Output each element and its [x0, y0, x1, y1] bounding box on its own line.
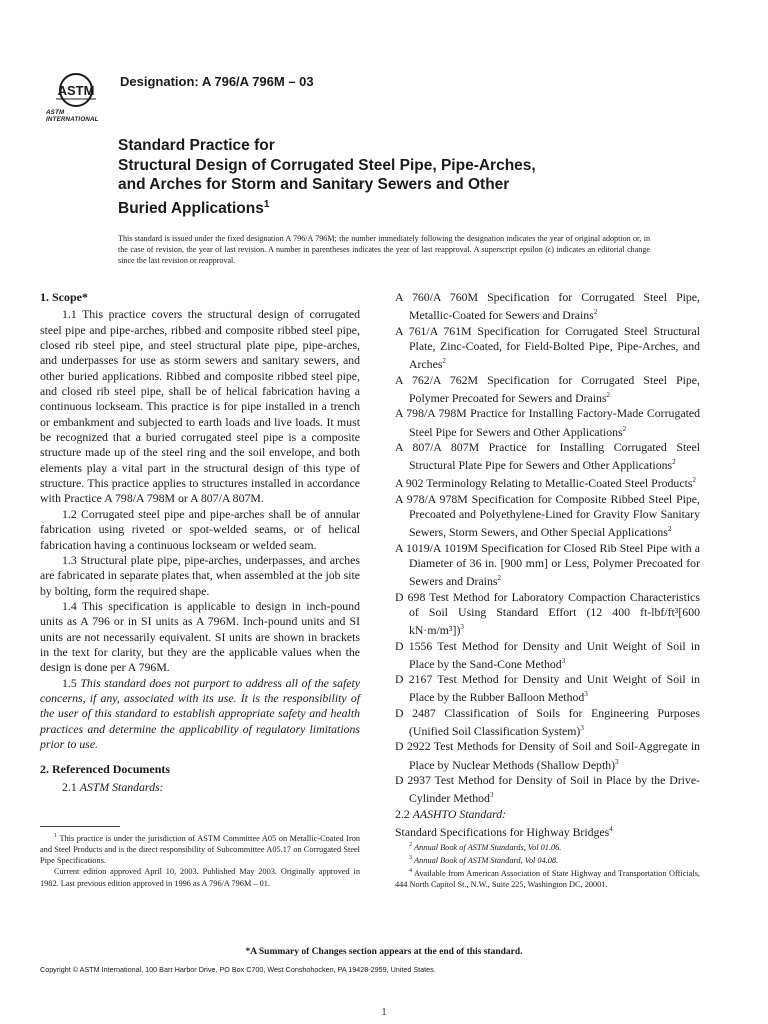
footnotes-right	[395, 840, 700, 890]
reference-footnote-mark: 2	[667, 525, 672, 534]
document-title	[118, 136, 638, 218]
title-line-3: and Arches for Storm and Sanitary Sewers and Other	[118, 176, 510, 193]
footnotes-left	[40, 826, 360, 889]
copyright-notice: Copyright © ASTM International, 100 Barr Harbor Drive, PO Box C700, West Conshohocken, PA 19428-2959, United States.	[40, 965, 436, 974]
reference-item	[395, 290, 700, 324]
footnote-3-text: Annual Book of ASTM Standard, Vol 04.08.	[414, 855, 559, 865]
footnote-2-mark: 2	[409, 842, 412, 848]
title-line-4	[118, 195, 638, 219]
reference-footnote-mark: 3	[615, 757, 619, 766]
reference-item	[395, 672, 700, 706]
reference-text: D 2937 Test Method for Density of Soil in Place by the Drive-Cylinder Method	[395, 772, 700, 806]
reference-footnote-mark: 2	[497, 574, 501, 583]
aashto-subheading	[395, 807, 700, 822]
reference-item	[395, 706, 700, 740]
reference-text: A 902 Terminology Relating to Metallic-Coated Steel Products	[395, 476, 693, 491]
scope-paragraph-1-5-text: This standard does not purport to address all of the safety concerns, if any, associated with its use. It is the responsibility of the user of this standard to establish appropriate safety and health practices and determine the applicability of regulatory limitations prior to use.	[40, 675, 360, 751]
reference-footnote-mark: 2	[622, 424, 627, 433]
reference-text: A 1019/A 1019M Specification for Closed Rib Steel Pipe with a Diameter of 36 in. [900 mm] or Less, Polymer Precoated for Sewers and Drains	[395, 540, 700, 589]
reference-item	[395, 473, 700, 491]
reference-text: A 762/A 762M Specification for Corrugated Steel Pipe, Polymer Precoated for Sewers and Drains	[395, 372, 700, 405]
left-column	[40, 290, 360, 795]
reference-footnote-mark: 3	[580, 724, 584, 733]
scope-paragraph-1-5-number: 1.5	[62, 675, 77, 690]
reference-footnote-mark: 2	[442, 357, 446, 366]
aashto-reference-text: Standard Specifications for Highway Bridges	[395, 824, 610, 839]
scope-paragraph-1-1: 1.1 This practice covers the structural design of corrugated steel pipe and pipe-arches, ribbed and composite ribbed steel pipe, closed rib steel pipe, and steel structural plate pipe, pipe-arches, and underpasses for use as storm sewers and sanitary sewers, and other buried applications. Ribbed and composite ribbed steel pipe, and closed rib steel pipe, shall be of helical fabrication having a continuous lockseam. This practice is for pipe installed in a trench or embankment and subjected to earth loads and live loads. It must be recognized that a buried corrugated steel pipe is a composite structure made up of the steel ring and the soil envelope, and both elements play a vital part in the structural design of this type of structure. This practice applies to structures installed in accordance with Practice A 798/A 798M or A 807/A 807M.	[40, 307, 360, 506]
reference-item	[395, 773, 700, 807]
footnote-4-text: Available from American Association of State Highway and Transportation Officials, 444 North Capitol St., N.W., Suite 225, Washington DC, 20001.	[395, 868, 700, 889]
reference-footnote-mark: 2	[672, 458, 676, 467]
reference-list	[395, 290, 700, 807]
reference-item	[395, 324, 700, 373]
astm-standards-subheading	[40, 780, 360, 795]
title-line-4-text: Buried Applications	[118, 199, 264, 217]
logo-text: ASTM INTERNATIONAL	[46, 109, 99, 123]
reference-footnote-mark: 3	[561, 656, 566, 665]
reference-item	[395, 406, 700, 440]
reference-text: A 761/A 761M Specification for Corrugated Steel Structural Plate, Zinc-Coated, for Field-Bolted Pipe, Pipe-Arches, and Arches	[395, 323, 700, 372]
reference-footnote-mark: 2	[606, 390, 611, 399]
reference-text: D 698 Test Method for Laboratory Compaction Characteristics of Soil Using Standard Effort (12 400 ft-lbf/ft³[600 kN·m/m³])	[395, 589, 700, 638]
reference-item	[395, 590, 700, 639]
aashto-title: AASHTO Standard:	[412, 806, 507, 821]
footnote-1-text: This practice is under the jurisdiction of ASTM Committee A05 on Metallic-Coated Iron and Steel Products and is the direct responsibility of Subcommittee A05.17 on Corrugated Steel Pipe Specifications.	[40, 833, 360, 866]
subsection-title: ASTM Standards:	[79, 779, 164, 794]
scope-heading: 1. Scope*	[40, 290, 88, 304]
reference-item	[395, 739, 700, 773]
footnote-4-mark: 4	[409, 867, 412, 874]
reference-text: D 2487 Classification of Soils for Engineering Purposes (Unified Soil Classification System)	[395, 705, 700, 738]
reference-item	[395, 373, 700, 407]
footnote-3	[395, 853, 700, 866]
summary-of-changes-note: *A Summary of Changes section appears at the end of this standard.	[245, 947, 523, 957]
svg-text:ASTM: ASTM	[57, 83, 95, 98]
title-footnote-mark: 1	[263, 198, 270, 210]
reference-item	[395, 492, 700, 541]
footnote-4	[395, 866, 700, 890]
reference-footnote-mark: 3	[489, 791, 494, 800]
scope-paragraph-1-5	[40, 676, 360, 753]
footnote-rule	[40, 826, 120, 827]
scope-paragraph-1-3: 1.3 Structural plate pipe, pipe-arches, underpasses, and arches are fabricated in separate plates that, when assembled at the job site by bolting, form the required shape.	[40, 552, 360, 598]
scope-paragraph-1-2: 1.2 Corrugated steel pipe and pipe-arches shall be of annular fabrication using riveted or spot-welded seams, or of helical fabrication having a continuous lockseam or welded seam.	[40, 506, 360, 552]
footnote-2-text: Annual Book of ASTM Standards, Vol 01.06.	[414, 842, 562, 852]
reference-text: A 798/A 798M Practice for Installing Factory-Made Corrugated Steel Pipe for Sewers and Other Applications	[395, 406, 700, 439]
reference-text: D 2167 Test Method for Density and Unit Weight of Soil in Place by the Rubber Balloon Method	[395, 672, 700, 705]
reference-text: D 1556 Test Method for Density and Unit Weight of Soil in Place by the Sand-Cone Method	[395, 638, 700, 671]
right-column	[395, 290, 700, 840]
subsection-number: 2.1	[62, 779, 77, 794]
page-number: 1	[381, 1007, 387, 1018]
title-line-2: Structural Design of Corrugated Steel Pipe, Pipe-Arches,	[118, 156, 536, 174]
aashto-footnote-mark: 4	[609, 824, 613, 833]
reference-text: D 2922 Test Methods for Density of Soil and Soil-Aggregate in Place by Nuclear Methods (Shallow Depth)	[395, 739, 700, 772]
scope-paragraph-1-4: 1.4 This specification is applicable to design in inch-pound units as A 796 or in SI units as A 796M. Inch-pound units and SI units are not necessarily equivalent. SI units are shown in brackets in the text for clarity, but they are the applicable values when the design is done per A 796M.	[40, 598, 360, 675]
referenced-documents-heading: 2. Referenced Documents	[40, 762, 171, 777]
footnote-2	[395, 840, 700, 853]
reference-footnote-mark: 2	[692, 476, 696, 485]
footnote-3-mark: 3	[409, 854, 412, 861]
reference-item	[395, 541, 700, 590]
reference-footnote-mark: 3	[460, 623, 464, 632]
standard-notice: This standard is issued under the fixed designation A 796/A 796M; the number immediately following the designation indicates the year of original adoption or, in the case of revision, the year of last revision. A number in parentheses indicates the year of last reapproval. A superscript epsilon (ϵ) indicates an editorial change since the last revision or reapproval.	[118, 234, 650, 265]
reference-item	[395, 440, 700, 474]
aashto-reference	[395, 822, 700, 840]
title-line-1: Standard Practice for	[118, 137, 275, 154]
reference-footnote-mark: 3	[584, 690, 588, 699]
footnote-1-edition: Current edition approved April 10, 2003. Published May 2003. Originally approved in 1982. Last previous edition approved in 1996 as A 796/A 796M – 01.	[40, 867, 360, 888]
reference-item	[395, 639, 700, 673]
astm-logo	[46, 72, 112, 123]
reference-text: A 978/A 978M Specification for Composite Ribbed Steel Pipe, Precoated and Polyethylene-Lined for Gravity Flow Sanitary Sewers, Storm Sewers, and Other Special Applications	[395, 491, 700, 540]
reference-text: A 807/A 807M Practice for Installing Corrugated Steel Structural Plate Pipe for Sewers and Other Applications	[395, 439, 700, 473]
reference-footnote-mark: 2	[593, 308, 598, 317]
reference-text: A 760/A 760M Specification for Corrugated Steel Pipe, Metallic-Coated for Sewers and Drains	[395, 290, 700, 323]
footnote-1-mark: 1	[54, 833, 57, 839]
footnote-1	[40, 831, 360, 866]
designation: Designation: A 796/A 796M – 03	[120, 74, 314, 89]
aashto-number: 2.2	[395, 806, 410, 821]
